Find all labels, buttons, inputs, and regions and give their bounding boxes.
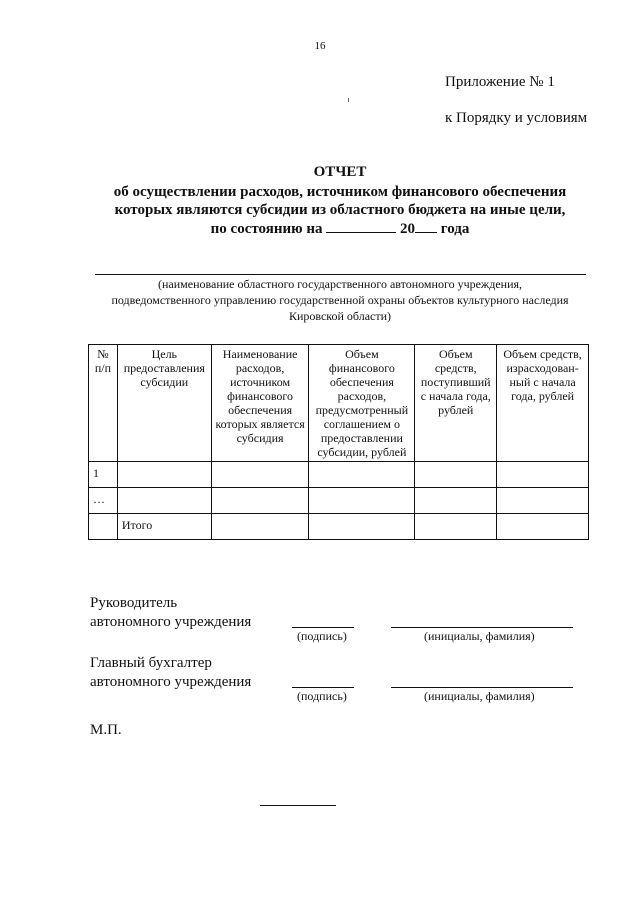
table-cell <box>497 514 589 540</box>
accountant-label-line-1: Главный бухгалтер <box>90 655 212 671</box>
scan-mark <box>348 98 349 102</box>
accountant-label <box>90 654 251 692</box>
organization-caption-line-2: подведомственного управлению государственной охраны объектов культурного наследия <box>111 293 569 307</box>
year-suffix: года <box>440 221 470 237</box>
organization-caption-line-1: (наименование областного государственного автономного учреждения, <box>157 277 523 291</box>
head-label <box>90 594 251 632</box>
table-total-row <box>89 514 589 540</box>
table-cell <box>497 462 589 488</box>
table-cell <box>117 462 211 488</box>
table-cell <box>309 462 415 488</box>
end-line <box>260 805 336 806</box>
report-subtitle-line-2: которых являются субсидии из областного бюджета на иные цели, <box>114 202 566 218</box>
head-label-line-2: автономного учреждения <box>90 614 252 630</box>
page-number: 16 <box>314 40 326 52</box>
organization-caption-line-3: Кировской области) <box>288 309 392 323</box>
column-header: Объем средств, поступивший с начала года, рублей <box>415 345 497 462</box>
table-cell: 1 <box>89 462 118 488</box>
stamp-place: М.П. <box>90 722 122 738</box>
year-blank <box>415 219 437 233</box>
table-cell: Итого <box>117 514 211 540</box>
column-header: Объем финансового обеспечения расходов, предусмотренный соглашением о предоставлении субсидии, рублей <box>309 345 415 462</box>
head-signature-caption: (подпись) <box>297 629 347 643</box>
table-cell <box>309 488 415 514</box>
report-date-line <box>60 219 620 238</box>
table-cell: … <box>89 488 118 514</box>
organization-caption <box>60 276 620 324</box>
head-signature-line <box>292 627 354 628</box>
column-header: № п/п <box>89 345 118 462</box>
column-header: Цель предоставления субсидии <box>117 345 211 462</box>
accountant-name-caption: (инициалы, фамилия) <box>424 689 535 703</box>
table-cell <box>117 488 211 514</box>
accountant-name-line <box>391 687 573 688</box>
table-cell <box>309 514 415 540</box>
accountant-label-line-2: автономного учреждения <box>90 674 252 690</box>
year-prefix: 20 <box>400 221 415 237</box>
appendix-label: Приложение № 1 <box>445 74 555 90</box>
table-cell <box>415 514 497 540</box>
table-row <box>89 488 589 514</box>
head-name-caption: (инициалы, фамилия) <box>424 629 535 643</box>
table-row <box>89 462 589 488</box>
date-prefix: по состоянию на <box>210 221 323 237</box>
head-label-line-1: Руководитель <box>90 595 178 611</box>
table-cell <box>89 514 118 540</box>
table-cell <box>211 488 309 514</box>
head-name-line <box>391 627 573 628</box>
report-title: ОТЧЕТ <box>313 164 367 180</box>
table-header-row <box>89 345 589 462</box>
accountant-signature-line <box>292 687 354 688</box>
table-cell <box>415 462 497 488</box>
appendix-subtitle: к Порядку и условиям <box>445 110 588 126</box>
column-header: Наименование расходов, источником финансового обеспечения которых является субсидия <box>211 345 309 462</box>
column-header: Объем средств, израсходован-ный с начала года, рублей <box>497 345 589 462</box>
table-cell <box>497 488 589 514</box>
report-subtitle-line-1: об осуществлении расходов, источником финансового обеспечения <box>113 184 567 200</box>
accountant-signature-caption: (подпись) <box>297 689 347 703</box>
date-blank <box>326 219 396 233</box>
report-table <box>88 344 589 540</box>
table-cell <box>211 514 309 540</box>
table-cell <box>415 488 497 514</box>
organization-name-line <box>95 274 586 275</box>
table-cell <box>211 462 309 488</box>
